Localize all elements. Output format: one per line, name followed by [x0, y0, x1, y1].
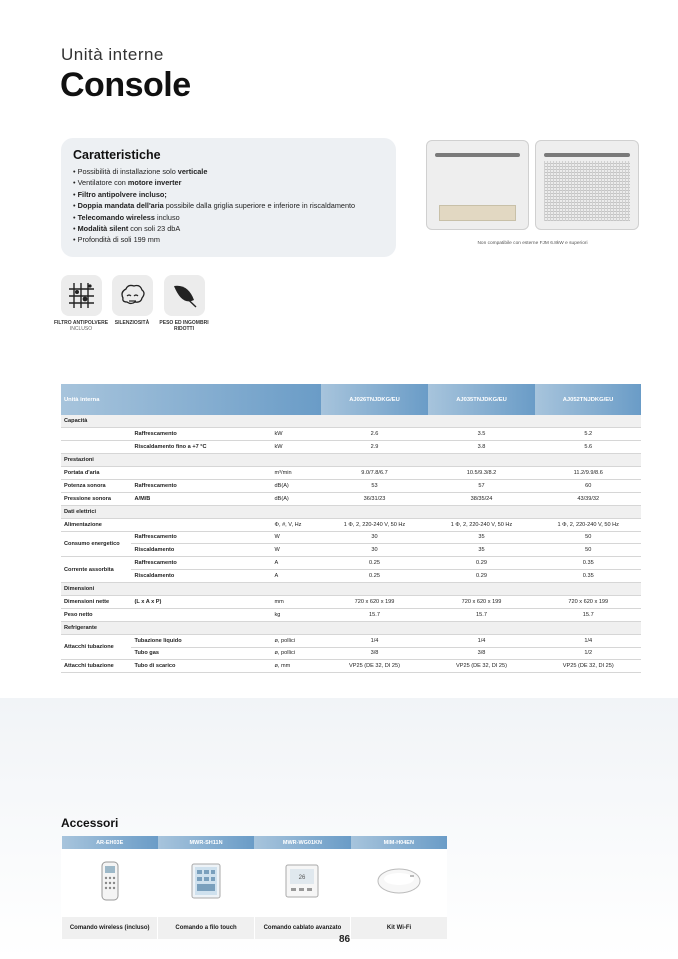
spec-cell: 3.8 [428, 441, 535, 454]
spec-header-model: AJ052TNJDKG/EU [535, 384, 641, 415]
spec-header-model: AJ035TNJDKG/EU [428, 384, 535, 415]
spec-cell: Riscaldamento [131, 544, 271, 557]
spec-cell: 9.0/7.8/6.7 [321, 467, 428, 480]
spec-cell: 38/35/24 [428, 492, 535, 505]
spec-cell: 3/8 [428, 647, 535, 660]
spec-cell: m³/min [271, 467, 321, 480]
feature-item [73, 200, 384, 211]
touch-controller-icon [191, 863, 221, 899]
feature-text-bold: Telecomando wireless [77, 212, 155, 222]
spec-cell: dB(A) [271, 492, 321, 505]
spec-cell: Attacchi tubazione [61, 634, 131, 660]
spec-cell: 720 x 620 x 199 [321, 595, 428, 608]
icon-label-weight [155, 320, 213, 332]
icon-label-silent [102, 320, 162, 326]
accessory-name: Comando wireless (incluso) [62, 917, 158, 939]
spec-cell: Φ, #, V, Hz [271, 518, 321, 531]
spec-cell: 30 [321, 544, 428, 557]
features-list [73, 166, 384, 246]
spec-table [61, 384, 641, 673]
spec-cell: Capacità [61, 415, 641, 428]
spec-cell: ø, mm [271, 660, 321, 673]
spec-cell: 1/4 [535, 634, 641, 647]
spec-cell: 1 Φ, 2, 220-240 V, 50 Hz [428, 518, 535, 531]
spec-cell [61, 428, 131, 441]
spec-row [61, 595, 641, 608]
spec-row [61, 557, 641, 570]
spec-cell: 15.7 [535, 608, 641, 621]
spec-cell: Raffrescamento [131, 428, 271, 441]
spec-cell: 1/4 [428, 634, 535, 647]
spec-cell: 15.7 [428, 608, 535, 621]
spec-row [61, 570, 641, 583]
spec-cell: W [271, 531, 321, 544]
spec-cell: Potenza sonora [61, 479, 131, 492]
spec-cell: A [271, 557, 321, 570]
spec-header-label: Unità interna [61, 384, 321, 415]
features-box [61, 138, 396, 257]
leaf-icon [164, 275, 205, 316]
spec-cell: kW [271, 441, 321, 454]
spec-cell: Dimensioni nette [61, 595, 131, 608]
spec-header-model: AJ026TNJDKG/EU [321, 384, 428, 415]
feature-text-post: incluso [154, 212, 180, 222]
spec-cell: 36/31/23 [321, 492, 428, 505]
spec-cell: 1/2 [535, 647, 641, 660]
accessory-name: Comando a filo touch [158, 917, 254, 939]
remote-icon [101, 861, 119, 901]
spec-cell: Corrente assorbita [61, 557, 131, 583]
spec-cell: 0.35 [535, 570, 641, 583]
spec-cell: Raffrescamento [131, 557, 271, 570]
spec-cell: 5.6 [535, 441, 641, 454]
spec-section-row [61, 505, 641, 518]
spec-row [61, 479, 641, 492]
spec-cell: 2.9 [321, 441, 428, 454]
spec-cell: 30 [321, 531, 428, 544]
spec-cell: 11.2/9.9/8.6 [535, 467, 641, 480]
unit-air-slot [435, 153, 520, 157]
feature-text-post: con soli 23 dbA [128, 224, 181, 234]
feature-item [73, 212, 384, 223]
spec-row [61, 647, 641, 660]
spec-cell: 2.6 [321, 428, 428, 441]
spec-cell: 1/4 [321, 634, 428, 647]
console-unit-image-front [426, 140, 529, 230]
spec-cell: 43/39/32 [535, 492, 641, 505]
feature-item [73, 166, 384, 177]
feature-text-bold: verticale [177, 167, 208, 176]
silent-icon [112, 275, 153, 316]
feature-text-post: possibile dalla griglia superiore e inferiore in riscaldamento [163, 201, 356, 211]
spec-section-row [61, 415, 641, 428]
spec-cell: 60 [535, 479, 641, 492]
spec-cell: Alimentazione [61, 518, 131, 531]
spec-cell: A/M/B [131, 492, 271, 505]
spec-cell [131, 518, 271, 531]
accessory-code: MWR-SH11N [158, 836, 254, 849]
spec-cell [61, 441, 131, 454]
spec-cell [131, 608, 271, 621]
spec-cell: Consumo energetico [61, 531, 131, 557]
spec-cell: Tubo di scarico [131, 660, 271, 673]
spec-cell: Riscaldamento [131, 570, 271, 583]
spec-cell: A [271, 570, 321, 583]
spec-row [61, 441, 641, 454]
unit-grille [544, 161, 630, 221]
unit-air-slot [544, 153, 630, 157]
spec-cell: W [271, 544, 321, 557]
spec-cell: ø, pollici [271, 634, 321, 647]
spec-cell: 0.35 [535, 557, 641, 570]
spec-row [61, 608, 641, 621]
spec-cell: Prestazioni [61, 454, 641, 467]
feature-text-bold: Filtro antipolvere incluso; [77, 189, 167, 199]
spec-cell: kg [271, 608, 321, 621]
spec-row [61, 531, 641, 544]
accessory-code: MIM-H04EN [351, 836, 447, 849]
icon-label-text: PESO ED INGOMBRI RIDOTTI [159, 320, 209, 332]
spec-cell: 720 x 620 x 199 [428, 595, 535, 608]
icon-label-text: SILENZIOSITÀ [114, 320, 150, 326]
features-title: Caratteristiche [73, 148, 161, 162]
spec-cell: Refrigerante [61, 621, 641, 634]
feature-item [73, 234, 384, 245]
feature-text-pre: Ventilatore con [77, 178, 128, 188]
spec-section-row [61, 583, 641, 596]
accessory-code: MWR-WG01KN [254, 836, 350, 849]
spec-section-row [61, 621, 641, 634]
spec-cell: 5.2 [535, 428, 641, 441]
feature-item [73, 189, 384, 200]
spec-row [61, 492, 641, 505]
accessory-image-cell [351, 849, 447, 917]
spec-cell: 50 [535, 544, 641, 557]
feature-item [73, 223, 384, 234]
spec-table-header [61, 384, 641, 415]
spec-cell: Dati elettrici [61, 505, 641, 518]
wifi-kit-icon [376, 866, 422, 896]
svg-text:26: 26 [299, 874, 306, 881]
spec-cell: 1 Φ, 2, 220-240 V, 50 Hz [535, 518, 641, 531]
spec-cell: 57 [428, 479, 535, 492]
spec-cell: VP25 (DE 32, DI 25) [321, 660, 428, 673]
page-title: Console [60, 66, 191, 104]
filter-icon [61, 275, 102, 316]
spec-row [61, 634, 641, 647]
console-unit-image-grille [535, 140, 639, 230]
spec-cell: Pressione sonora [61, 492, 131, 505]
accessory-name: Kit Wi-Fi [351, 917, 447, 939]
spec-cell: Peso netto [61, 608, 131, 621]
spec-cell: 720 x 620 x 199 [535, 595, 641, 608]
accessory-code: AR-EH03E [62, 836, 158, 849]
spec-cell: 3.5 [428, 428, 535, 441]
spec-cell: 0.29 [428, 570, 535, 583]
spec-cell: 10.5/9.3/8.2 [428, 467, 535, 480]
accessories-title: Accessori [61, 816, 119, 830]
unit-compatibility-note: Non compatibile con esterne FJM 6.8kW e superiori [477, 241, 588, 246]
spec-row [61, 660, 641, 673]
spec-cell: 0.29 [428, 557, 535, 570]
spec-cell: 0.25 [321, 557, 428, 570]
feature-text-bold: Modalità silent [77, 224, 129, 234]
feature-text-pre: Profondità di soli 199 mm [77, 235, 160, 245]
accessory-image-cell [254, 849, 350, 917]
spec-cell: Tubazione liquido [131, 634, 271, 647]
accessories-table [61, 836, 447, 939]
accessory-image-cell [62, 849, 158, 917]
spec-cell: Raffrescamento [131, 479, 271, 492]
accessory-image-cell [158, 849, 254, 917]
page-number: 86 [339, 934, 351, 945]
feature-text-pre: Possibilità di installazione solo [77, 167, 178, 176]
spec-section-row [61, 454, 641, 467]
spec-cell: 35 [428, 531, 535, 544]
spec-cell: Dimensioni [61, 583, 641, 596]
icon-label-sub: INCLUSO [69, 326, 93, 332]
spec-cell: ø, pollici [271, 647, 321, 660]
spec-cell: Riscaldamento fino a +7 °C [131, 441, 271, 454]
spec-cell: kW [271, 428, 321, 441]
feature-text-bold: motore inverter [127, 178, 182, 188]
spec-cell: dB(A) [271, 479, 321, 492]
spec-cell: 0.25 [321, 570, 428, 583]
spec-cell: Portata d'aria [61, 467, 131, 480]
spec-cell: 3/8 [321, 647, 428, 660]
spec-row [61, 467, 641, 480]
wired-controller-icon [285, 864, 319, 898]
spec-cell: Raffrescamento [131, 531, 271, 544]
page-subtitle: Unità interne [61, 45, 164, 64]
spec-cell: 15.7 [321, 608, 428, 621]
spec-cell: 35 [428, 544, 535, 557]
feature-item [73, 177, 384, 188]
spec-cell: 50 [535, 531, 641, 544]
spec-row [61, 428, 641, 441]
spec-cell: VP25 (DE 32, DI 25) [428, 660, 535, 673]
accessory-name: Comando cablato avanzato [254, 917, 350, 939]
spec-cell: 53 [321, 479, 428, 492]
spec-cell [131, 467, 271, 480]
spec-cell: 1 Φ, 2, 220-240 V, 50 Hz [321, 518, 428, 531]
spec-cell: Attacchi tubazione [61, 660, 131, 673]
spec-row [61, 518, 641, 531]
spec-cell: (L x A x P) [131, 595, 271, 608]
unit-lower-panel [439, 205, 516, 221]
feature-text-bold: Doppia mandata dell'aria [77, 201, 164, 211]
spec-cell: Tubo gas [131, 647, 271, 660]
spec-cell: VP25 (DE 32, DI 25) [535, 660, 641, 673]
icon-label-text: FILTRO ANTIPOLVERE [53, 320, 109, 326]
spec-row [61, 544, 641, 557]
spec-cell: mm [271, 595, 321, 608]
